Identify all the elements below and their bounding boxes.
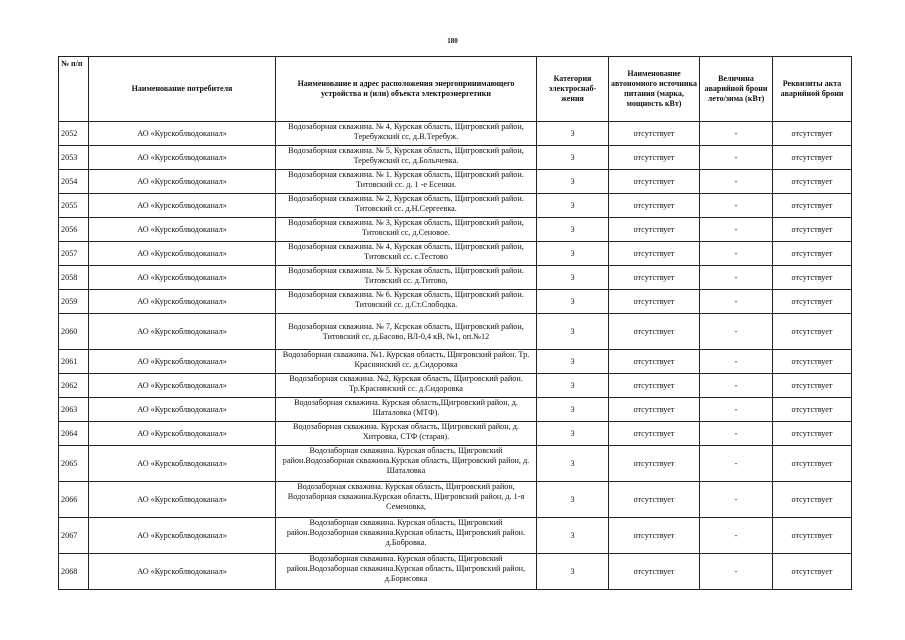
- act-requisites: отсутствует: [773, 170, 852, 194]
- table-row: [59, 482, 852, 518]
- consumer-name: АО «Курскоблводоканал»: [89, 350, 276, 374]
- reserve-capacity: -: [700, 266, 773, 290]
- reserve-capacity: -: [700, 170, 773, 194]
- supply-category: 3: [537, 350, 609, 374]
- table-row: [59, 122, 852, 146]
- reserve-capacity: -: [700, 122, 773, 146]
- row-number: 2053: [59, 146, 89, 170]
- autonomous-source: отсутствует: [609, 518, 700, 554]
- supply-category: 3: [537, 314, 609, 350]
- header-requisites: Реквизиты акта аварийной брони: [773, 57, 852, 122]
- act-requisites: отсутствует: [773, 242, 852, 266]
- act-requisites: отсутствует: [773, 422, 852, 446]
- table-row: [59, 194, 852, 218]
- table-row: [59, 170, 852, 194]
- reserve-capacity: -: [700, 518, 773, 554]
- object-address: Водозаборная скважина. Курская область, Щигровский район.Водозаборная скважина.Курская область, Щигровский район. д.Бобровка.: [276, 518, 537, 554]
- table-row: [59, 554, 852, 590]
- act-requisites: отсутствует: [773, 518, 852, 554]
- header-capacity: Величина аварийной брони лето/зима (кВт): [700, 57, 773, 122]
- reserve-capacity: -: [700, 446, 773, 482]
- act-requisites: отсутствует: [773, 218, 852, 242]
- reserve-capacity: -: [700, 350, 773, 374]
- row-number: 2052: [59, 122, 89, 146]
- table-row: [59, 218, 852, 242]
- consumer-name: АО «Курскоблводоканал»: [89, 482, 276, 518]
- autonomous-source: отсутствует: [609, 266, 700, 290]
- autonomous-source: отсутствует: [609, 482, 700, 518]
- consumer-name: АО «Курскоблводоканал»: [89, 398, 276, 422]
- row-number: 2056: [59, 218, 89, 242]
- table-row: [59, 146, 852, 170]
- reserve-capacity: -: [700, 482, 773, 518]
- row-number: 2055: [59, 194, 89, 218]
- supply-category: 3: [537, 374, 609, 398]
- consumer-name: АО «Курскоблводоканал»: [89, 242, 276, 266]
- reserve-capacity: -: [700, 422, 773, 446]
- autonomous-source: отсутствует: [609, 194, 700, 218]
- reserve-capacity: -: [700, 242, 773, 266]
- autonomous-source: отсутствует: [609, 146, 700, 170]
- consumer-name: АО «Курскоблводоканал»: [89, 218, 276, 242]
- header-address: Наименование и адрес расположения энергопринимающего устройства и (или) объекта электроэнергетики: [276, 57, 537, 122]
- supply-category: 3: [537, 122, 609, 146]
- autonomous-source: отсутствует: [609, 218, 700, 242]
- supply-category: 3: [537, 398, 609, 422]
- row-number: 2066: [59, 482, 89, 518]
- table-header-row: [59, 57, 852, 122]
- reserve-capacity: -: [700, 146, 773, 170]
- supply-category: 3: [537, 146, 609, 170]
- autonomous-source: отсутствует: [609, 554, 700, 590]
- header-num: № п/п: [59, 57, 89, 122]
- autonomous-source: отсутствует: [609, 350, 700, 374]
- object-address: Водозаборная скважина. №1. Курская область, Щигровский район. Тр. Краснянский сс. д.Сидоровка: [276, 350, 537, 374]
- table-row: [59, 422, 852, 446]
- row-number: 2062: [59, 374, 89, 398]
- act-requisites: отсутствует: [773, 146, 852, 170]
- object-address: Водозаборная скважина. Курская область, Щигровский район, д. Хитровка, СТФ (старая).: [276, 422, 537, 446]
- supply-category: 3: [537, 194, 609, 218]
- table-row: [59, 266, 852, 290]
- consumer-name: АО «Курскоблводоканал»: [89, 446, 276, 482]
- table-row: [59, 242, 852, 266]
- reserve-capacity: -: [700, 194, 773, 218]
- reserve-capacity: -: [700, 314, 773, 350]
- table-row: [59, 374, 852, 398]
- table-row: [59, 518, 852, 554]
- consumer-name: АО «Курскоблводоканал»: [89, 266, 276, 290]
- autonomous-source: отсутствует: [609, 374, 700, 398]
- object-address: Водозаборная скважина. № 6. Курская область, Щигровский район. Титовский сс. д.Ст.Слободка.: [276, 290, 537, 314]
- consumer-name: АО «Курскоблводоканал»: [89, 422, 276, 446]
- object-address: Водозаборная скважина. Курская область, Щигровский район.Водозаборная скважина.Курская область, Щигровский район, д. Шаталовка: [276, 446, 537, 482]
- act-requisites: отсутствует: [773, 554, 852, 590]
- consumer-name: АО «Курскоблводоканал»: [89, 374, 276, 398]
- autonomous-source: отсутствует: [609, 422, 700, 446]
- object-address: Водозаборная скважина. № 3, Курская область, Щигровский район, Титовский сс, д.Сеновое.: [276, 218, 537, 242]
- object-address: Водозаборная скважина. № 5. Курская область, Щигровский район. Титовский сс. д.Титово,: [276, 266, 537, 290]
- autonomous-source: отсутствует: [609, 242, 700, 266]
- reserve-capacity: -: [700, 398, 773, 422]
- row-number: 2060: [59, 314, 89, 350]
- supply-category: 3: [537, 266, 609, 290]
- autonomous-source: отсутствует: [609, 170, 700, 194]
- act-requisites: отсутствует: [773, 266, 852, 290]
- row-number: 2068: [59, 554, 89, 590]
- consumer-name: АО «Курскоблводоканал»: [89, 314, 276, 350]
- supply-category: 3: [537, 242, 609, 266]
- act-requisites: отсутствует: [773, 446, 852, 482]
- supply-category: 3: [537, 446, 609, 482]
- reserve-capacity: -: [700, 554, 773, 590]
- reserve-capacity: -: [700, 374, 773, 398]
- row-number: 2059: [59, 290, 89, 314]
- row-number: 2065: [59, 446, 89, 482]
- row-number: 2067: [59, 518, 89, 554]
- act-requisites: отсутствует: [773, 374, 852, 398]
- reserve-capacity: -: [700, 218, 773, 242]
- object-address: Водозаборная скважина. Курская область,Щигровский район, д. Шаталовка (МТФ).: [276, 398, 537, 422]
- object-address: Водозаборная скважина. Курская область, Щигровский район, Водозаборная скважина.Курская область, Щигровский район, д. 1-я Семеновка,: [276, 482, 537, 518]
- supply-category: 3: [537, 518, 609, 554]
- object-address: Водозаборная скважина. № 5, Курская область, Щигровский район, Теребужский сс, д.Болычевка.: [276, 146, 537, 170]
- autonomous-source: отсутствует: [609, 446, 700, 482]
- header-category: Категория электроснаб-жения: [537, 57, 609, 122]
- row-number: 2061: [59, 350, 89, 374]
- object-address: Водозаборная скважина. Курская область, Щигровский район.Водозаборная скважина.Курская область, Щигровский район, д.Борисовка: [276, 554, 537, 590]
- consumer-name: АО «Курскоблводоканал»: [89, 518, 276, 554]
- object-address: Водозаборная скважина. № 2, Курская область, Щигровский район. Титовский сс. д.Н.Сергеевка.: [276, 194, 537, 218]
- page-number: 180: [447, 37, 458, 45]
- object-address: Водозаборная скважина. №2, Курская область, Щигровский район. Тр.Краснянский сс. д.Сидоровка: [276, 374, 537, 398]
- act-requisites: отсутствует: [773, 314, 852, 350]
- supply-category: 3: [537, 218, 609, 242]
- autonomous-source: отсутствует: [609, 290, 700, 314]
- object-address: Водозаборная скважина. № 4, Курская область, Щигровский район, Теребужский сс, д.В.Теребуж.: [276, 122, 537, 146]
- act-requisites: отсутствует: [773, 350, 852, 374]
- row-number: 2064: [59, 422, 89, 446]
- table-row: [59, 446, 852, 482]
- supply-category: 3: [537, 482, 609, 518]
- header-consumer: Наименование потребителя: [89, 57, 276, 122]
- reserve-capacity: -: [700, 290, 773, 314]
- row-number: 2054: [59, 170, 89, 194]
- supply-category: 3: [537, 422, 609, 446]
- object-address: Водозаборная скважина. № 4, Курская область, Щигровский район, Титовский сс. с.Тестово: [276, 242, 537, 266]
- table-row: [59, 350, 852, 374]
- act-requisites: отсутствует: [773, 398, 852, 422]
- autonomous-source: отсутствует: [609, 122, 700, 146]
- row-number: 2063: [59, 398, 89, 422]
- act-requisites: отсутствует: [773, 290, 852, 314]
- table-row: [59, 314, 852, 350]
- consumer-name: АО «Курскоблводоканал»: [89, 554, 276, 590]
- object-address: Водозаборная скважина. № 1. Курская область, Щигровский район. Титовский сс. д. 1 -е Есенки.: [276, 170, 537, 194]
- row-number: 2057: [59, 242, 89, 266]
- supply-category: 3: [537, 290, 609, 314]
- act-requisites: отсутствует: [773, 482, 852, 518]
- consumer-name: АО «Курскоблводоканал»: [89, 146, 276, 170]
- act-requisites: отсутствует: [773, 194, 852, 218]
- table-row: [59, 290, 852, 314]
- consumer-name: АО «Курскоблводоканал»: [89, 122, 276, 146]
- table-row: [59, 398, 852, 422]
- consumer-name: АО «Курскоблводоканал»: [89, 290, 276, 314]
- header-source: Наименование автономного источника питания (марка, мощность кВт): [609, 57, 700, 122]
- autonomous-source: отсутствует: [609, 398, 700, 422]
- object-address: Водозаборная скважина. № 7, Ксрская область, Щигровский район, Титовский сс, д.Басово, ВЛ-0,4 кВ, №1, оп.№12: [276, 314, 537, 350]
- consumer-name: АО «Курскоблводоканал»: [89, 194, 276, 218]
- consumer-name: АО «Курскоблводоканал»: [89, 170, 276, 194]
- autonomous-source: отсутствует: [609, 314, 700, 350]
- row-number: 2058: [59, 266, 89, 290]
- supply-category: 3: [537, 554, 609, 590]
- supply-category: 3: [537, 170, 609, 194]
- act-requisites: отсутствует: [773, 122, 852, 146]
- emergency-reserve-table: [58, 56, 852, 590]
